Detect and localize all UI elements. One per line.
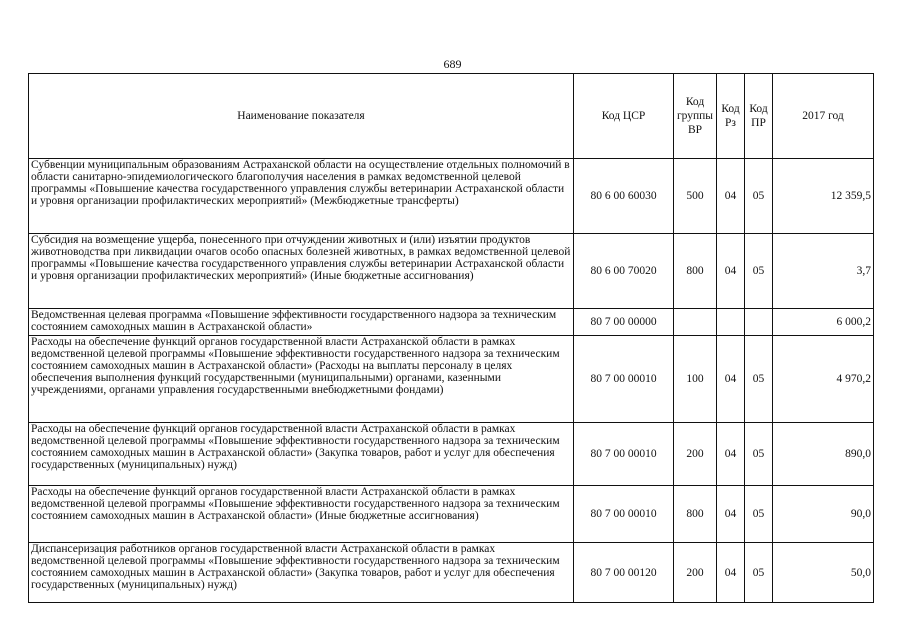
row-vr-code: 200 xyxy=(674,423,717,486)
row-csr-code: 80 6 00 70020 xyxy=(574,234,674,309)
table-row xyxy=(29,309,874,336)
row-rz-code: 04 xyxy=(717,159,745,234)
row-rz-code xyxy=(717,309,745,336)
row-csr-code: 80 6 00 60030 xyxy=(574,159,674,234)
row-amount: 50,0 xyxy=(773,543,874,603)
row-name: Расходы на обеспечение функций органов государственной власти Астраханской области в рамках ведомственной целевой программы «Повышение эффективности государственного надзора за техническим состоянием самоходных машин в Астраханской области» (Закупка товаров, работ и услуг для обеспечения государственных (муниципальных) нужд) xyxy=(29,423,574,486)
header-name: Наименование показателя xyxy=(29,74,574,159)
page-number: 689 xyxy=(443,57,462,71)
row-amount: 3,7 xyxy=(773,234,874,309)
table-row xyxy=(29,486,874,543)
table-row xyxy=(29,423,874,486)
row-vr-code: 800 xyxy=(674,486,717,543)
row-vr-code: 100 xyxy=(674,336,717,423)
row-csr-code: 80 7 00 00010 xyxy=(574,336,674,423)
row-amount: 90,0 xyxy=(773,486,874,543)
row-name: Расходы на обеспечение функций органов государственной власти Астраханской области в рамках ведомственной целевой программы «Повышение эффективности государственного надзора за техническим состоянием самоходных машин в Астраханской области» (Расходы на выплаты персоналу в целях обеспечения выполнения функций государственными (муниципальными) органами, казенными учреждениями, органами управления государственными внебюджетными фондами) xyxy=(29,336,574,423)
header-vr-code: Код группы ВР xyxy=(674,74,717,159)
row-name: Диспансеризация работников органов государственной власти Астраханской области в рамках ведомственной целевой программы «Повышение эффективности государственного надзора за техническим состоянием самоходных машин в Астраханской области» (Закупка товаров, работ и услуг для обеспечения государственных (муниципальных) нужд) xyxy=(29,543,574,603)
budget-table xyxy=(28,73,874,603)
row-amount: 6 000,2 xyxy=(773,309,874,336)
row-amount: 890,0 xyxy=(773,423,874,486)
row-rz-code: 04 xyxy=(717,423,745,486)
row-vr-code: 500 xyxy=(674,159,717,234)
header-pr-code: Код ПР xyxy=(745,74,773,159)
row-amount: 4 970,2 xyxy=(773,336,874,423)
header-csr-code: Код ЦСР xyxy=(574,74,674,159)
row-pr-code: 05 xyxy=(745,159,773,234)
row-csr-code: 80 7 00 00120 xyxy=(574,543,674,603)
table-header-row xyxy=(29,74,874,159)
row-rz-code: 04 xyxy=(717,486,745,543)
row-vr-code: 200 xyxy=(674,543,717,603)
table-row xyxy=(29,234,874,309)
row-pr-code: 05 xyxy=(745,543,773,603)
row-name: Субсидия на возмещение ущерба, понесенного при отчуждении животных и (или) изъятии продуктов животноводства при ликвидации очагов особо опасных болезней животных, в рамках ведомственной целевой программы «Повышение качества государственного управления службы ветеринарии Астраханской области и уровня организации профилактических мероприятий» (Иные бюджетные ассигнования) xyxy=(29,234,574,309)
table-row xyxy=(29,336,874,423)
row-csr-code: 80 7 00 00000 xyxy=(574,309,674,336)
row-pr-code: 05 xyxy=(745,336,773,423)
row-pr-code: 05 xyxy=(745,486,773,543)
row-name: Расходы на обеспечение функций органов государственной власти Астраханской области в рамках ведомственной целевой программы «Повышение эффективности государственного надзора за техническим состоянием самоходных машин в Астраханской области» (Иные бюджетные ассигнования) xyxy=(29,486,574,543)
row-vr-code: 800 xyxy=(674,234,717,309)
row-csr-code: 80 7 00 00010 xyxy=(574,423,674,486)
header-rz-code: Код Рз xyxy=(717,74,745,159)
row-pr-code xyxy=(745,309,773,336)
header-year: 2017 год xyxy=(773,74,874,159)
row-csr-code: 80 7 00 00010 xyxy=(574,486,674,543)
row-pr-code: 05 xyxy=(745,423,773,486)
table-row xyxy=(29,159,874,234)
row-rz-code: 04 xyxy=(717,336,745,423)
row-amount: 12 359,5 xyxy=(773,159,874,234)
row-vr-code xyxy=(674,309,717,336)
row-name: Субвенции муниципальным образованиям Астраханской области на осуществление отдельных полномочий в области санитарно-эпидемиологического благополучия населения в рамках ведомственной целевой программы «Повышение качества государственного управления службы ветеринарии Астраханской области и уровня организации профилактических мероприятий» (Межбюджетные трансферты) xyxy=(29,159,574,234)
row-name: Ведомственная целевая программа «Повышение эффективности государственного надзора за техническим состоянием самоходных машин в Астраханской области» xyxy=(29,309,574,336)
row-rz-code: 04 xyxy=(717,543,745,603)
row-pr-code: 05 xyxy=(745,234,773,309)
table-row xyxy=(29,543,874,603)
row-rz-code: 04 xyxy=(717,234,745,309)
